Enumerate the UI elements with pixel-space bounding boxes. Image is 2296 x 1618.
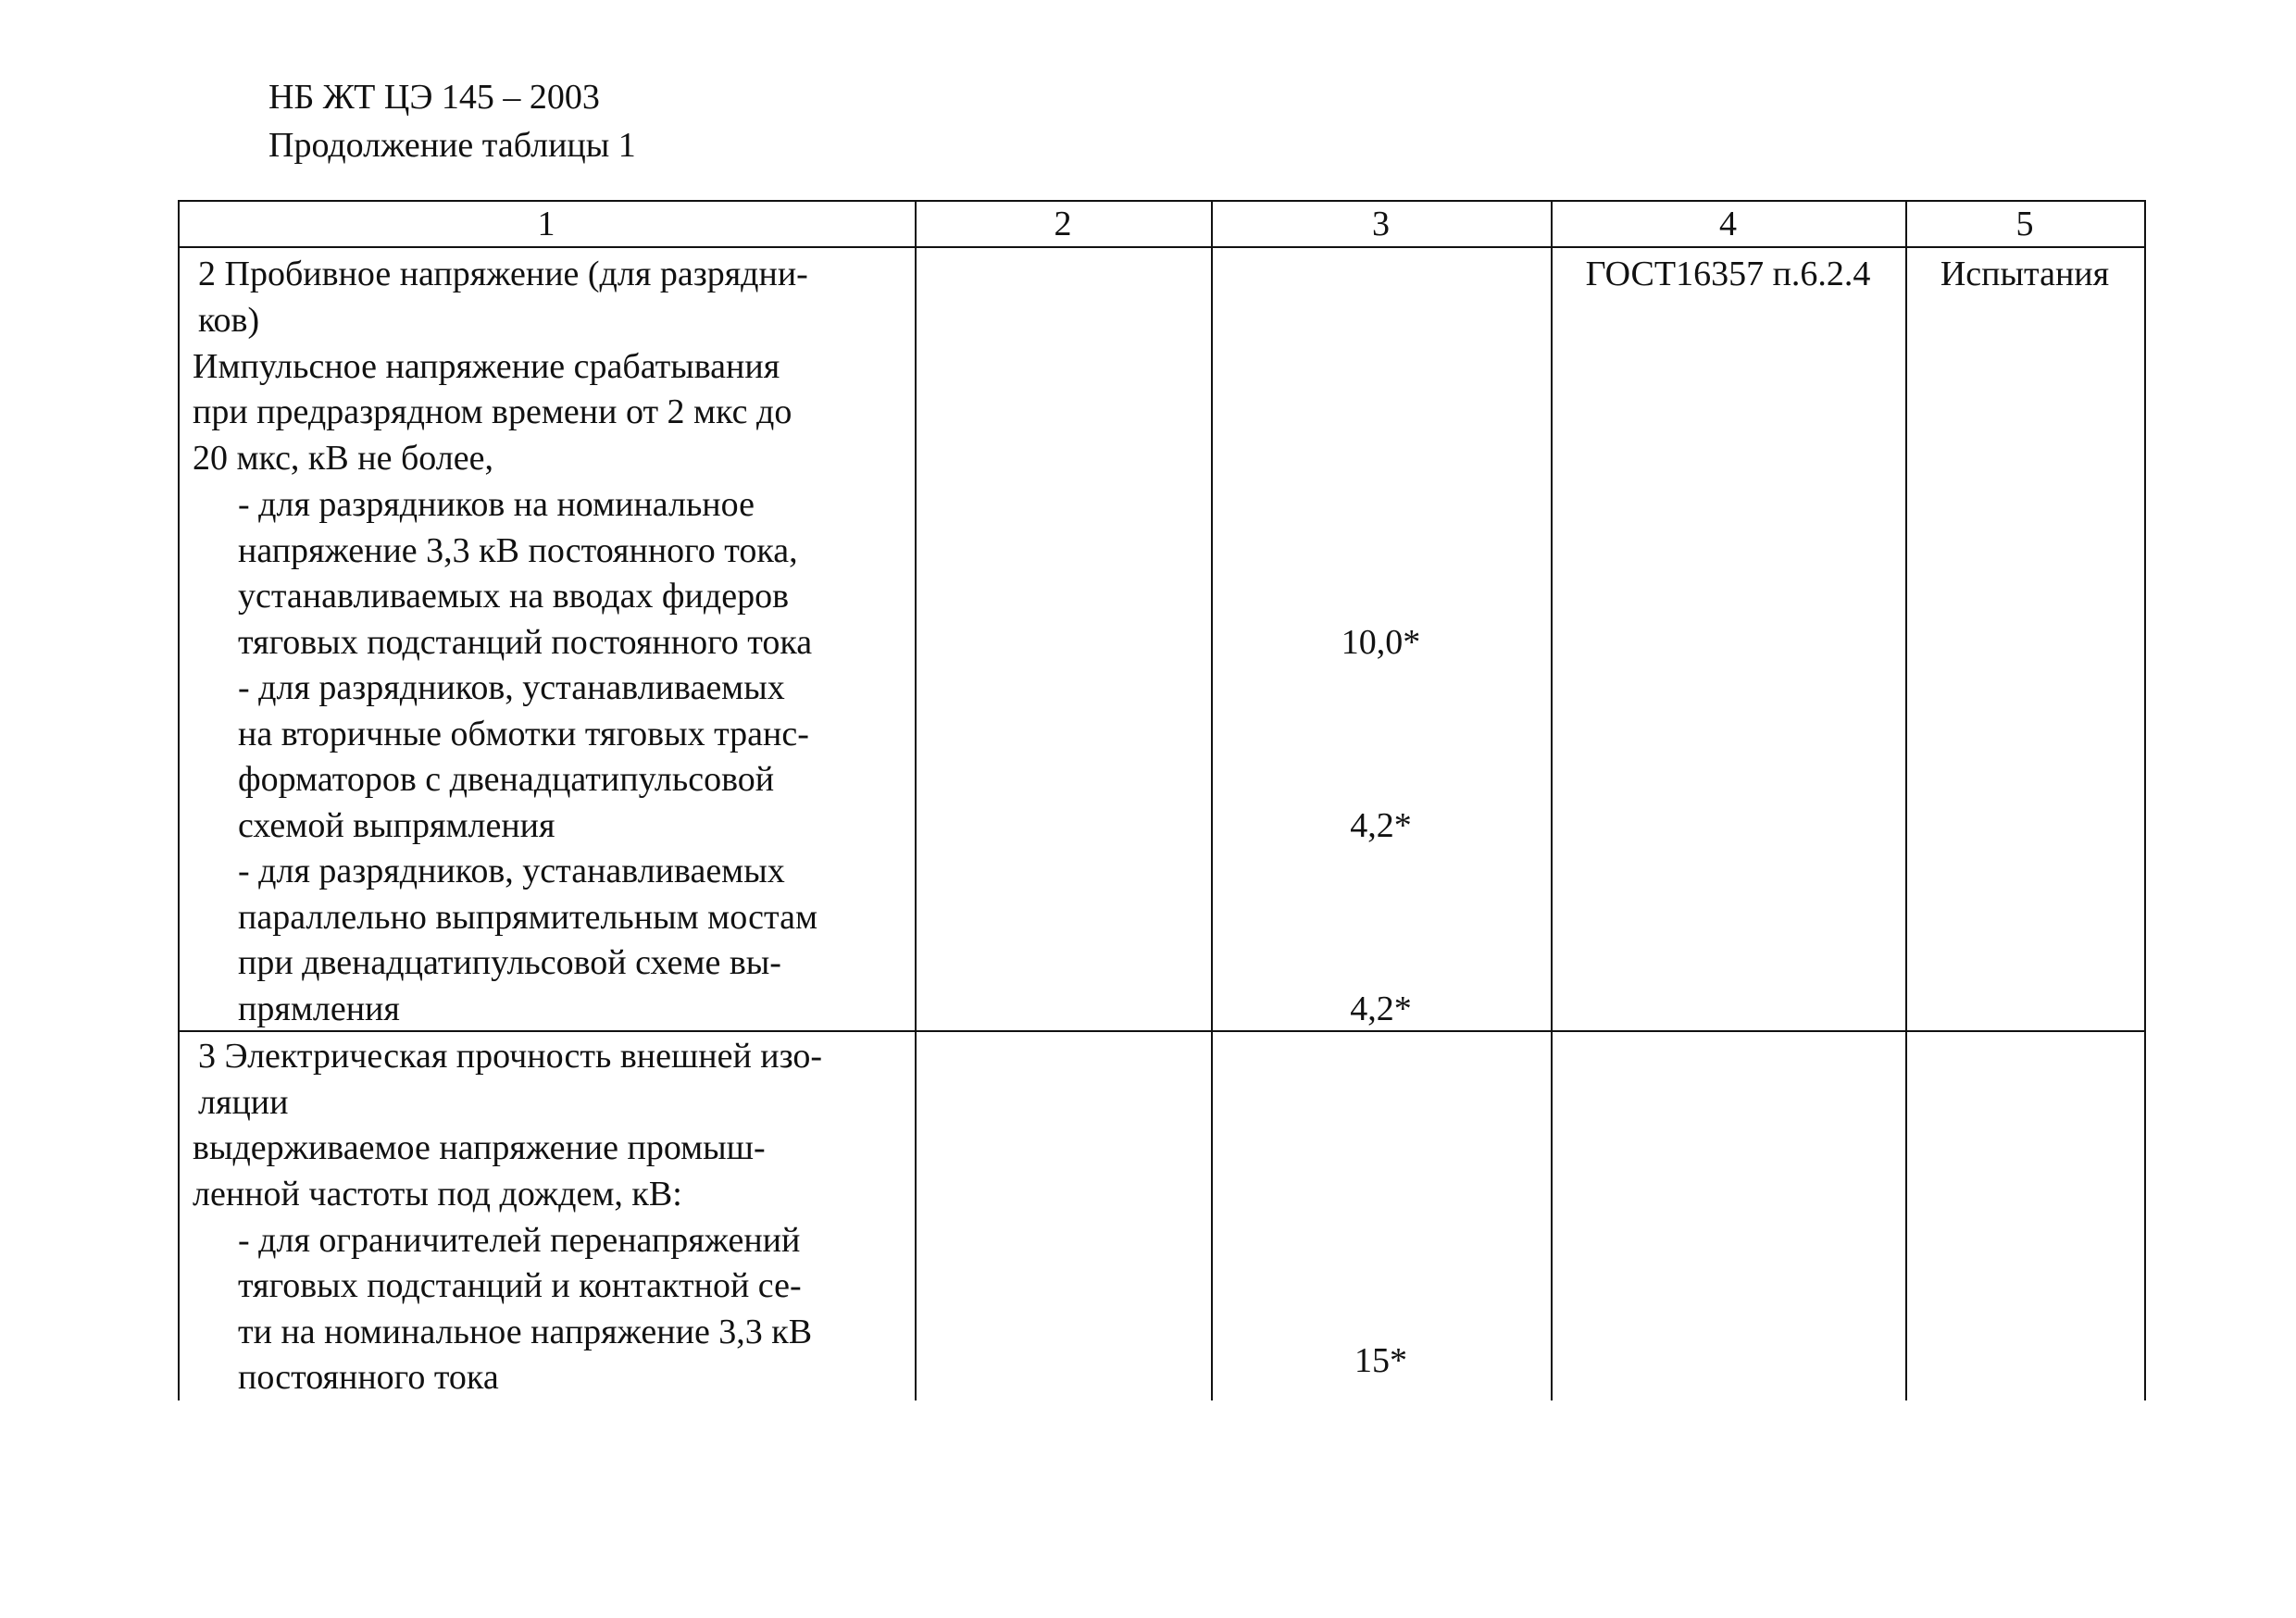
description-line: Импульсное напряжение срабатывания [193, 347, 780, 386]
row-divider [178, 1030, 2146, 1032]
column-header-5: 5 [2015, 205, 2034, 243]
column-border [1551, 200, 1553, 1400]
description-line: - для разрядников, устанавливаемых [238, 852, 785, 890]
description-line: ков) [198, 301, 260, 340]
column-border [2144, 200, 2146, 1400]
document-code: НБ ЖТ ЦЭ 145 – 2003 [268, 78, 600, 117]
value-cell: 15* [1354, 1341, 1407, 1380]
description-line: 3 Электрическая прочность внешней изо- [198, 1037, 823, 1076]
column-header-4: 4 [1719, 205, 1737, 243]
column-border [1905, 200, 1907, 1400]
description-line: при двенадцатипульсовой схеме вы- [238, 943, 781, 982]
description-line: параллельно выпрямительным мостам [238, 898, 818, 937]
column-header-3: 3 [1372, 205, 1390, 243]
description-line: тяговых подстанций постоянного тока [238, 623, 813, 662]
description-line: ти на номинальное напряжение 3,3 кВ [238, 1313, 813, 1351]
description-line: схемой выпрямления [238, 806, 555, 845]
description-line: на вторичные обмотки тяговых транс- [238, 715, 809, 753]
table-continuation-caption: Продолжение таблицы 1 [268, 126, 636, 165]
column-header-1: 1 [537, 205, 555, 243]
column-border [178, 200, 180, 1400]
column-border [915, 200, 917, 1400]
column-border [1211, 200, 1213, 1400]
description-line: 20 мкс, кВ не более, [193, 439, 493, 478]
value-cell: 4,2* [1350, 989, 1412, 1028]
description-line: 2 Пробивное напряжение (для разрядни- [198, 255, 808, 293]
description-line: прямления [238, 989, 400, 1028]
description-line: форматоров с двенадцатипульсовой [238, 760, 775, 799]
value-cell: 4,2* [1350, 806, 1412, 845]
description-line: ленной частоты под дождем, кВ: [193, 1175, 682, 1214]
test-type: Испытания [1940, 255, 2110, 293]
description-line: выдерживаемое напряжение промыш- [193, 1128, 766, 1167]
description-line: постоянного тока [238, 1358, 499, 1397]
description-line: - для разрядников на номинальное [238, 485, 755, 524]
description-line: напряжение 3,3 кВ постоянного тока, [238, 531, 798, 570]
description-line: тяговых подстанций и контактной се- [238, 1266, 802, 1305]
description-line: - для ограничителей перенапряжений [238, 1221, 801, 1260]
description-line: ляции [198, 1083, 289, 1122]
description-line: устанавливаемых на вводах фидеров [238, 577, 790, 616]
value-cell: 10,0* [1341, 623, 1421, 662]
test-method-reference: ГОСТ16357 п.6.2.4 [1585, 255, 1871, 293]
column-header-2: 2 [1054, 205, 1072, 243]
description-line: - для разрядников, устанавливаемых [238, 668, 785, 707]
description-line: при предразрядном времени от 2 мкс до [193, 392, 792, 431]
